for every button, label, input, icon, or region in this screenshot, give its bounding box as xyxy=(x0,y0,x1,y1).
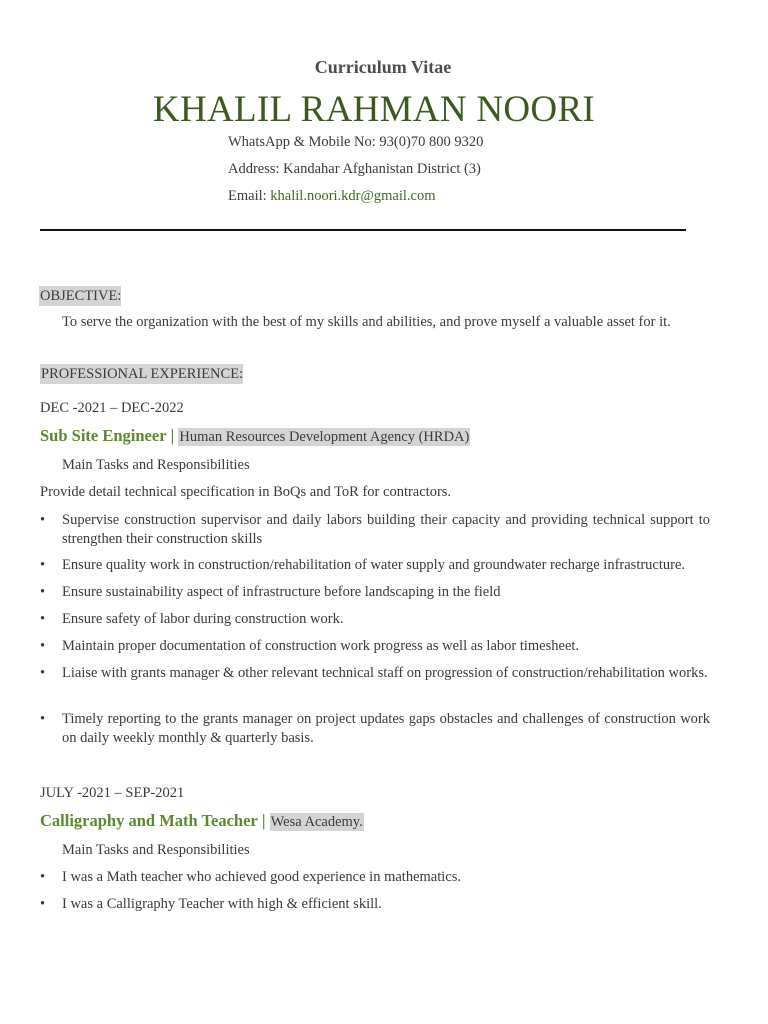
objective-heading: OBJECTIVE: xyxy=(40,288,122,304)
document-title: Curriculum Vitae xyxy=(314,57,452,77)
bullet-icon: • xyxy=(40,665,46,681)
list-item: • Ensure safety of labor during construction work. xyxy=(40,611,344,627)
list-item: • I was a Math teacher who achieved good experience in mathematics. xyxy=(40,869,461,885)
phone-line: WhatsApp & Mobile No: 93(0)70 800 9320 xyxy=(228,134,484,150)
email-line xyxy=(228,188,435,205)
list-item: • Liaise with grants manager & other relevant technical staff on progression of construction/rehabilitation works. xyxy=(40,665,708,681)
job-role: Sub Site Engineer xyxy=(40,426,167,445)
bullet-icon: • xyxy=(40,638,46,654)
list-item: • Timely reporting to the grants manager on project updates gaps obstacles and challenges of construction work on daily weekly monthly & quarterly basis. xyxy=(40,711,710,746)
job-intro: Provide detail technical specification in BoQs and ToR for contractors. xyxy=(40,484,452,500)
bullet-icon: • xyxy=(40,584,46,600)
job-role: Calligraphy and Math Teacher xyxy=(40,811,258,830)
list-item: • Supervise construction supervisor and daily labors building their capacity and providing technical support to strengthen their construction skills xyxy=(40,512,710,547)
bullet-icon: • xyxy=(40,869,46,885)
job-organization: Human Resources Development Agency (HRDA) xyxy=(179,429,470,445)
list-item: • I was a Calligraphy Teacher with high & efficient skill. xyxy=(40,896,382,912)
email-link[interactable]: khalil.noori.kdr@gmail.com xyxy=(270,188,436,204)
header-divider xyxy=(40,229,686,231)
email-label: Email: xyxy=(228,188,271,204)
bullet-icon: • xyxy=(40,711,46,727)
job-title-row xyxy=(40,810,364,833)
list-item: • Maintain proper documentation of construction work progress as well as labor timesheet. xyxy=(40,638,580,654)
tasks-heading: Main Tasks and Responsibilities xyxy=(62,457,250,473)
bullet-icon: • xyxy=(40,611,46,627)
bullet-icon: • xyxy=(40,512,46,528)
list-item: • Ensure quality work in construction/rehabilitation of water supply and groundwater recharge infrastructure. xyxy=(40,557,686,573)
title-separator: | xyxy=(261,811,266,830)
address-line: Address: Kandahar Afghanistan District (3) xyxy=(228,161,481,177)
experience-heading: PROFESSIONAL EXPERIENCE: xyxy=(41,366,244,382)
job-dates: DEC -2021 – DEC-2022 xyxy=(40,400,184,416)
title-separator: | xyxy=(170,426,175,445)
job-organization: Wesa Academy. xyxy=(270,814,363,830)
tasks-heading: Main Tasks and Responsibilities xyxy=(62,842,250,858)
list-item: • Ensure sustainability aspect of infrastructure before landscaping in the field xyxy=(40,584,501,600)
job-dates: JULY -2021 – SEP-2021 xyxy=(40,785,185,801)
objective-text: To serve the organization with the best of my skills and abilities, and prove myself a valuable asset for it. xyxy=(62,314,671,330)
bullet-icon: • xyxy=(40,557,46,573)
bullet-icon: • xyxy=(40,896,46,912)
candidate-name: KHALIL RAHMAN NOORI xyxy=(152,89,596,130)
job-title-row xyxy=(40,425,470,448)
